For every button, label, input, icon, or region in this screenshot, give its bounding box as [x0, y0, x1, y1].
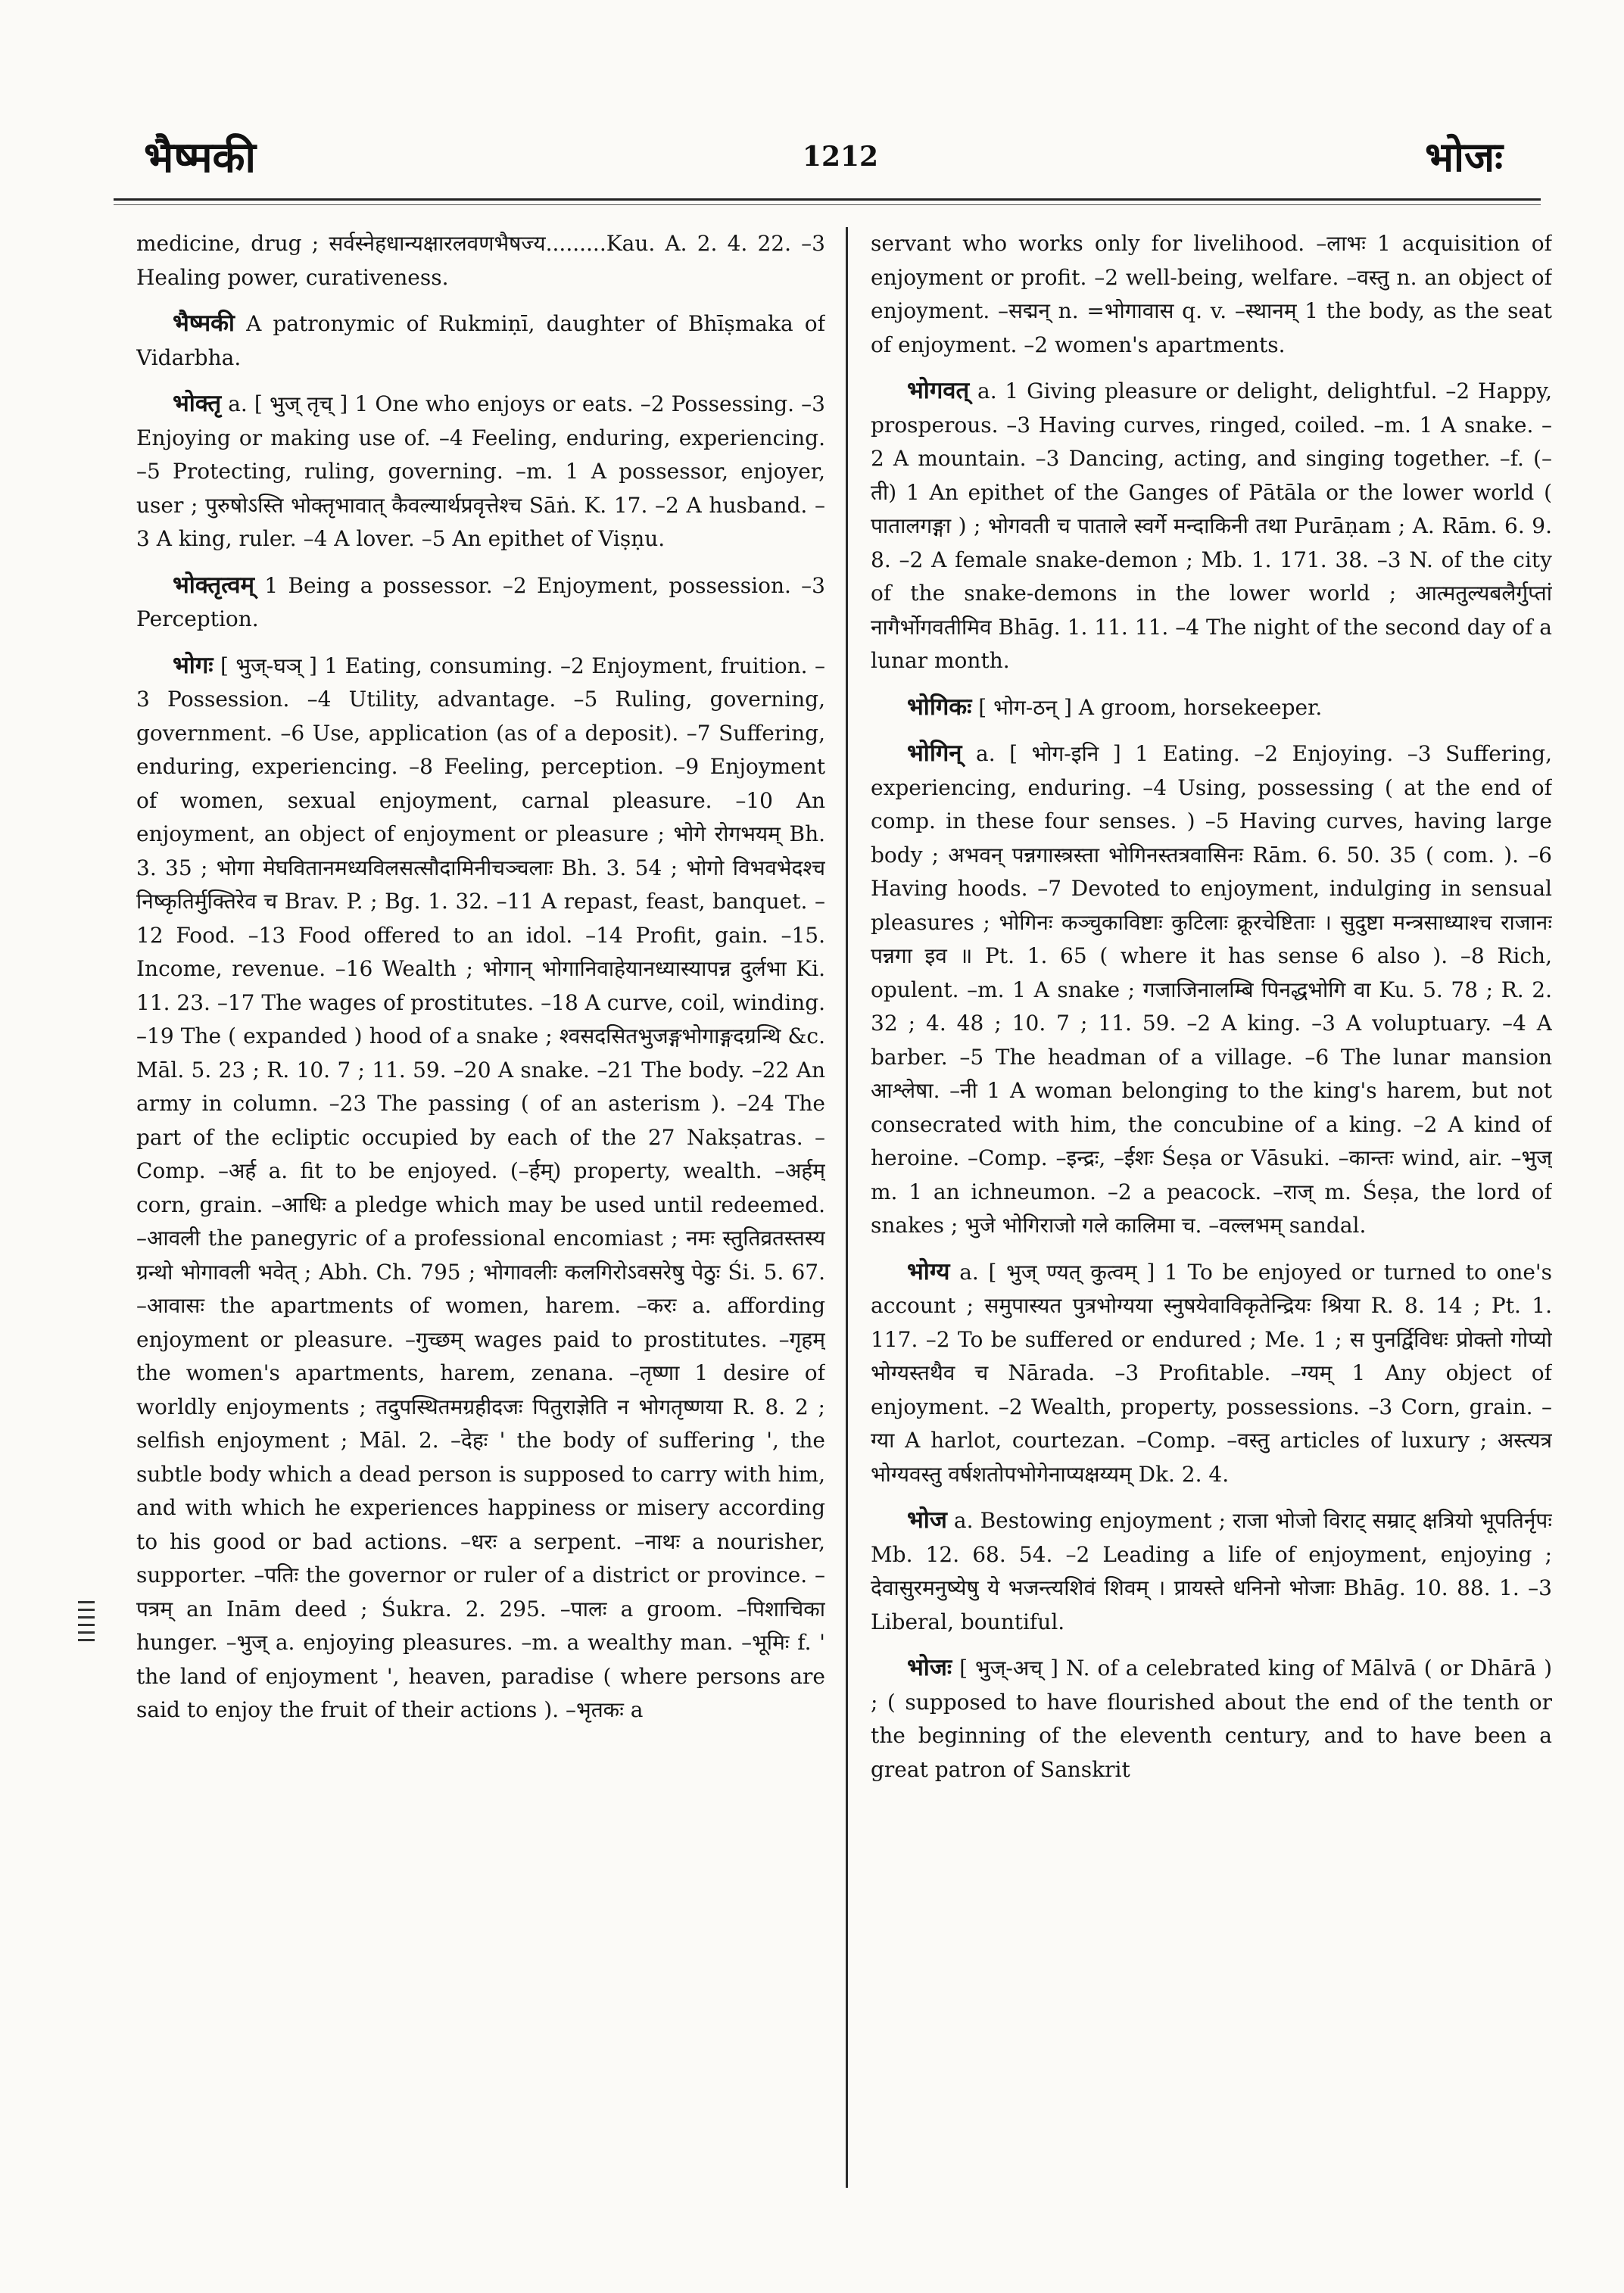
entry-definition: servant who works only for livelihood. –लाभः 1 acquisition of enjoyment or profit. –2 well-being, welfare. –वस्तु n. an object of enjoyment. –सद्मन् n. =भोगावास q. v. –स्थानम् 1 the body, as the seat of enjoyment. –2 women's apartments.	[871, 231, 1552, 357]
entry-definition: 1 Being a possessor. –2 Enjoyment, possession. –3 Perception.	[136, 572, 825, 631]
entry-headword: भोक्तृ	[173, 390, 222, 417]
page-number: 1212	[802, 141, 879, 173]
column-divider	[846, 227, 848, 2188]
entry-headword: भोगिन्	[907, 740, 962, 767]
dictionary-entry	[871, 374, 1552, 678]
entry-headword: भोज	[907, 1506, 947, 1534]
entry-headword: भोक्तृत्वम्	[173, 571, 255, 599]
header-rule	[114, 198, 1541, 201]
entry-definition: [ भुज्-अच् ] N. of a celebrated king of Mālvā ( or Dhārā ) ; ( supposed to have flourished about the end of the tenth or the beginning of the eleventh century, and to have been a great patron of Sanskrit	[871, 1656, 1552, 1782]
left-column	[136, 227, 825, 2203]
entry-definition: [ भोग-ठन् ] A groom, horsekeeper.	[971, 694, 1323, 720]
dictionary-entry	[871, 690, 1552, 725]
dictionary-entry	[871, 737, 1552, 1243]
entry-definition: A patronymic of Rukmiṇī, daughter of Bhīṣmaka of Vidarbha.	[136, 311, 825, 370]
entry-definition: medicine, drug ; सर्वस्नेहधान्यक्षारलवणभैषज्य.........Kau. A. 2. 4. 22. –3 Healing power, curativeness.	[136, 231, 825, 290]
dictionary-entry	[136, 307, 825, 375]
dictionary-entry	[871, 1651, 1552, 1787]
dictionary-entry	[136, 227, 825, 294]
entry-definition: [ भुज्-घञ् ] 1 Eating, consuming. –2 Enjoyment, fruition. –3 Possession. –4 Utility, advantage. –5 Ruling, governing, government. –6 Use, application (as of a deposit). –7 Suffering, enduring, experiencing. –8 Feeling, perception. –9 Enjoyment of women, sexual enjoyment, carnal pleasure. –10 An enjoyment, an object of enjoyment or pleasure ; भोगे रोगभयम् Bh. 3. 35 ; भोगा मेघवितानमध्यविलसत्सौदामिनीचञ्चलाः Bh. 3. 54 ; भोगो विभवभेदश्च निष्कृतिर्मुक्तिरेव च Brav. P. ; Bg. 1. 32. –11 A repast, feast, banquet. –12 Food. –13 Food offered to an idol. –14 Profit, gain. –15. Income, revenue. –16 Wealth ; भोगान् भोगानिवाहेयानध्यास्यापन्न दुर्लभा Ki. 11. 23. –17 The wages of prostitutes. –18 A curve, coil, winding. –19 The ( expanded ) hood of a snake ; श्वसदसितभुजङ्गभोगाङ्गदग्रन्थि &c. Māl. 5. 23 ; R. 10. 7 ; 11. 59. –20 A snake. –21 The body. –22 An army in column. –23 The passing ( of an asterism ). –24 The part of the ecliptic occupied by each of the 27 Nakṣatras. –Comp. –अर्ह a. fit to be enjoyed. (–र्हम्) property, wealth. –अर्हम् corn, grain. –आधिः a pledge which may be used until redeemed. –आवली the panegyric of a professional encomiast ; नमः स्तुतिव्रतस्तस्य ग्रन्थो भोगावली भवेत् ; Abh. Ch. 795 ; भोगावलीः कलगिरोऽवसरेषु पेठुः Śi. 5. 67. –आवासः the apartments of women, harem. –करः a. affording enjoyment or pleasure. –गुच्छम् wages paid to prostitutes. –गृहम् the women's apartments, harem, zenana. –तृष्णा 1 desire of worldly enjoyments ; तदुपस्थितमग्रहीदजः पितुराज्ञेति न भोगतृष्णया R. 8. 2 ; selfish enjoyment ; Māl. 2. –देहः ' the body of suffering ', the subtle body which a dead person is supposed to carry with him, and with which he experiences happiness or misery according to his good or bad actions. –धरः a serpent. –नाथः a nourisher, supporter. –पतिः the governor or ruler of a district or province. –पत्रम् an Inām deed ; Śukra. 2. 295. –पालः a groom. –पिशाचिका hunger. –भुज् a. enjoying pleasures. –m. a wealthy man. –भूमिः f. ' the land of enjoyment ', heaven, paradise ( where persons are said to enjoy the fruit of their actions ). –भृतकः a	[136, 653, 825, 1722]
entry-definition: a. Bestowing enjoyment ; राजा भोजो विराट् सम्राट् क्षत्रियो भूपतिर्नृपः Mb. 12. 68. 54. –2 Leading a life of enjoyment, enjoying ; देवासुरमनुष्येषु ये भजन्त्यशिवं शिवम् । प्रायस्ते धनिनो भोजाः Bhāg. 10. 88. 1. –3 Liberal, bountiful.	[871, 1508, 1552, 1634]
running-head-right: भोजः	[1425, 132, 1503, 181]
running-head-left: भैष्मकी	[144, 132, 257, 182]
dictionary-entry	[871, 1503, 1552, 1639]
right-column	[871, 227, 1552, 2203]
entry-definition: a. [ भुज् तृच् ] 1 One who enjoys or eats. –2 Possessing. –3 Enjoying or making use of. –4 Feeling, enduring, experiencing. –5 Protecting, ruling, governing. –m. 1 A possessor, enjoyer, user ; पुरुषोऽस्ति भोक्तृभावात् कैवल्यार्थप्रवृत्तेश्च Sāṅ. K. 17. –2 A husband. –3 A king, ruler. –4 A lover. –5 An epithet of Viṣṇu.	[136, 391, 825, 551]
dictionary-entry	[871, 227, 1552, 362]
entry-headword: भोगः	[173, 651, 214, 679]
dictionary-entry	[136, 569, 825, 637]
entry-headword: भोजः	[907, 1654, 952, 1681]
entry-headword: भोगवत्	[907, 377, 970, 404]
entry-definition: a. 1 Giving pleasure or delight, delightful. –2 Happy, prosperous. –3 Having curves, ringed, coiled. –m. 1 A snake. –2 A mountain. –3 Dancing, acting, and singing together. –f. (–ती) 1 An epithet of the Ganges of Pātāla or the lower world ( पातालगङ्गा ) ; भोगवती च पाताले स्वर्गे मन्दाकिनी तथा Purāṇam ; A. Rām. 6. 9. 8. –2 A female snake-demon ; Mb. 1. 171. 38. –3 N. of the city of the snake-demons in the lower world ; आत्मतुल्यबलैर्गुप्तां नागैर्भोगवतीमिव Bhāg. 1. 11. 11. –4 The night of the second day of a lunar month.	[871, 379, 1552, 673]
dictionary-entry	[871, 1255, 1552, 1492]
entry-definition: a. [ भुज् ण्यत् कुत्वम् ] 1 To be enjoyed or turned to one's account ; समुपास्यत पुत्रभोग्यया स्नुषयेवाविकृतेन्द्रियः श्रिया R. 8. 14 ; Pt. 1. 117. –2 To be suffered or endured ; Me. 1 ; स पुनर्द्विविधः प्रोक्तो गोप्यो भोग्यस्तथैव च Nārada. –3 Profitable. –ग्यम् 1 Any object of enjoyment. –2 Wealth, property, possessions. –3 Corn, grain. –ग्या A harlot, courtezan. –Comp. –वस्तु articles of luxury ; अस्त्यत्र भोग्यवस्तु वर्षशतोपभोगेनाप्यक्षय्यम् Dk. 2. 4.	[871, 1259, 1552, 1487]
header-rule-thin	[114, 204, 1541, 205]
entry-headword: भोगिकः	[907, 693, 972, 721]
margin-marks	[78, 1601, 95, 1647]
entry-headword: भैष्मकी	[173, 310, 235, 337]
entry-definition: a. [ भोग-इनि ] 1 Eating. –2 Enjoying. –3 Suffering, experiencing, enduring. –4 Using, possessing ( at the end of comp. in these four senses. ) –5 Having curves, having large body ; अभवन् पन्नगास्त्रस्ता भोगिनस्तत्रवासिनः Rām. 6. 50. 35 ( com. ). –6 Having hoods. –7 Devoted to enjoyment, indulging in sensual pleasures ; भोगिनः कञ्चुकाविष्टाः कुटिलाः क्रूरचेष्टिताः । सुदुष्टा मन्त्रसाध्याश्च राजानः पन्नगा इव ॥ Pt. 1. 65 ( where it has sense 6 also ). –8 Rich, opulent. –m. 1 A snake ; गजाजिनालम्बि पिनद्धभोगि वा Ku. 5. 78 ; R. 2. 32 ; 4. 48 ; 10. 7 ; 11. 59. –2 A king. –3 A voluptuary. –4 A barber. –5 The headman of a village. –6 The lunar mansion आश्लेषा. –नी 1 A woman belonging to the king's harem, but not consecrated with him, the concubine of a king. –2 A kind of heroine. –Comp. –इन्द्रः, –ईशः Śeṣa or Vāsuki. –कान्तः wind, air. –भुज् m. 1 an ichneumon. –2 a peacock. –राज् m. Śeṣa, the lord of snakes ; भुजे भोगिराजो गले कालिमा च. –वल्लभम् sandal.	[871, 741, 1552, 1238]
dictionary-entry	[136, 649, 825, 1728]
dictionary-entry	[136, 387, 825, 556]
entry-headword: भोग्य	[907, 1257, 950, 1285]
